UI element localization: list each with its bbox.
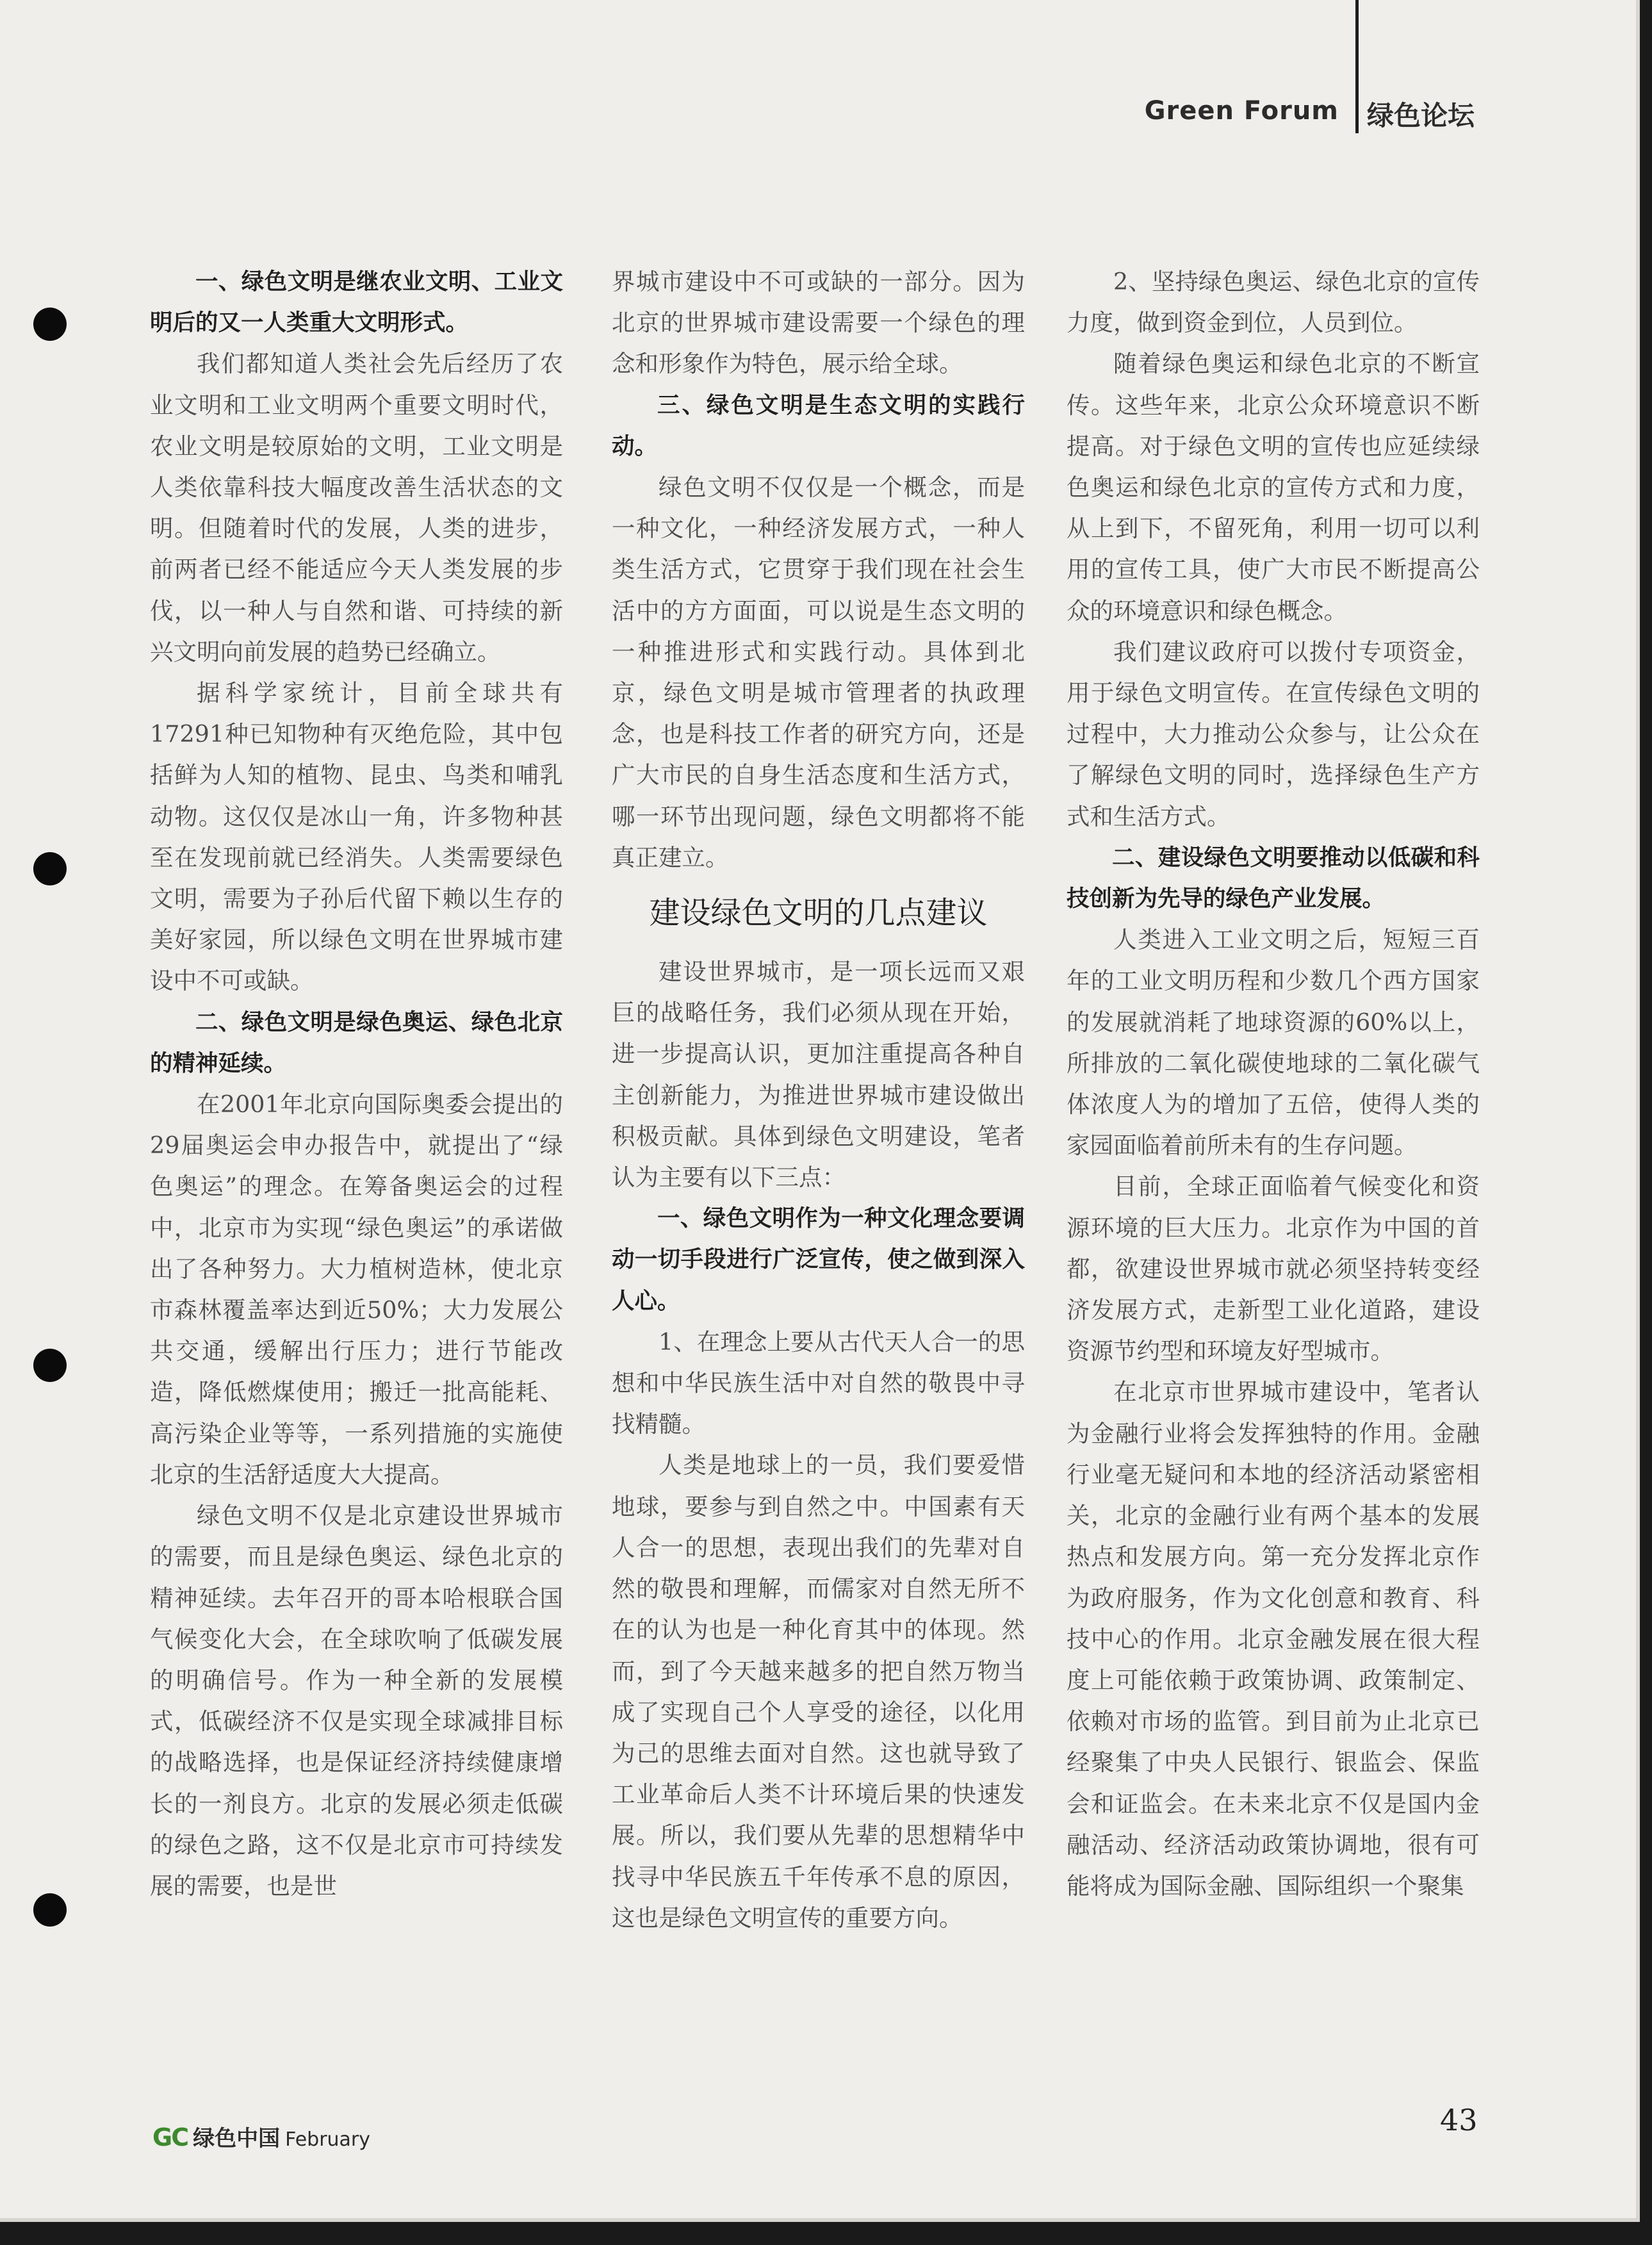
- body-paragraph: 建设世界城市，是一项长远而又艰巨的战略任务，我们必须从现在开始，进一步提高认识，更加注重提高各种自主创新能力，为推进世界城市建设做出积极贡献。具体到绿色文明建设，笔者认为主要有以下三点：: [612, 958, 1025, 1192]
- body-paragraph: 绿色文明不仅仅是一个概念，而是一种文化，一种经济发展方式，一种人类生活方式，它贯穿于我们现在社会生活中的方方面面，可以说是生态文明的一种推进形式和实践行动。具体到北京，绿色文明是城市管理者的执政理念，也是科技工作者的研究方向，还是广大市民的自身生活态度和生活方式，哪一环节出现问题，绿色文明都将不能真正建立。: [612, 473, 1025, 871]
- header-divider: [1355, 0, 1359, 133]
- page-footer: [152, 2121, 370, 2152]
- body-paragraph: 在2001年北京向国际奥委会提出的29届奥运会申办报告中，就提出了“绿色奥运”的理念。在筹备奥运会的过程中，北京市为实现“绿色奥运”的承诺做出了各种努力。大力植树造林，使北京市森林覆盖率达到近50%；大力发展公共交通，缓解出行压力；进行节能改造，降低燃煤使用；搬迁一批高能耗、高污染企业等等，一系列措施的实施使北京的生活舒适度大大提高。: [150, 1090, 563, 1488]
- body-paragraph: 绿色文明不仅是北京建设世界城市的需要，而且是绿色奥运、绿色北京的精神延续。去年召开的哥本哈根联合国气候变化大会，在全球吹响了低碳发展的明确信号。作为一种全新的发展模式，低碳经济不仅是实现全球减排目标的战略选择，也是保证经济持续健康增长的一剂良方。北京的发展必须走低碳的绿色之路，这不仅是北京市可持续发展的需要，也是世: [150, 1502, 563, 1900]
- body-paragraph: 2、坚持绿色奥运、绿色北京的宣传力度，做到资金到位，人员到位。: [1067, 268, 1480, 337]
- body-paragraph: 界城市建设中不可或缺的一部分。因为北京的世界城市建设需要一个绿色的理念和形象作为特色，展示给全球。: [612, 268, 1025, 378]
- subheading: 一、绿色文明作为一种文化理念要调动一切手段进行广泛宣传，使之做到深入人心。: [612, 1205, 1025, 1314]
- body-paragraph: 我们都知道人类社会先后经历了农业文明和工业文明两个重要文明时代，农业文明是较原始的文明，工业文明是人类依靠科技大幅度改善生活状态的文明。但随着时代的发展，人类的进步，前两者已经不能适应今天人类发展的步伐，以一种人与自然和谐、可持续的新兴文明向前发展的趋势已经确立。: [150, 350, 563, 666]
- section-heading: 建设绿色文明的几点建议: [649, 895, 988, 932]
- section-title-en: Green Forum: [1144, 96, 1339, 126]
- magazine-logo: GC: [152, 2123, 188, 2151]
- body-paragraph: 人类是地球上的一员，我们要爱惜地球，要参与到自然之中。中国素有天人合一的思想，表现出我们的先辈对自然的敬畏和理解，而儒家对自然无所不在的认为也是一种化育其中的体现。然而，到了今天越来越多的把自然万物当成了实现自己个人享受的途径，以化用为己的思维去面对自然。这也就导致了工业革命后人类不计环境后果的快速发展。所以，我们要从先辈的思想精华中找寻中华民族五千年传承不息的原因，这也是绿色文明宣传的重要方向。: [612, 1451, 1025, 1932]
- subheading: 二、绿色文明是绿色奥运、绿色北京的精神延续。: [150, 1008, 563, 1076]
- subheading: 一、绿色文明是继农业文明、工业文明后的又一人类重大文明形式。: [150, 268, 563, 336]
- binder-hole: [33, 1349, 67, 1382]
- body-paragraph: 1、在理念上要从古代天人合一的思想和中华民族生活中对自然的敬畏中寻找精髓。: [612, 1328, 1025, 1438]
- magazine-name: 绿色中国: [193, 2126, 281, 2151]
- binder-hole: [33, 1893, 67, 1927]
- text-column-1: [150, 261, 563, 1907]
- page-number: 43: [1440, 2103, 1478, 2137]
- subheading: 二、建设绿色文明要推动以低碳和科技创新为先导的绿色产业发展。: [1067, 844, 1480, 912]
- body-paragraph: 目前，全球正面临着气候变化和资源环境的巨大压力。北京作为中国的首都，欲建设世界城市就必须坚持转变经济发展方式，走新型工业化道路，建设资源节约型和环境友好型城市。: [1067, 1172, 1480, 1365]
- body-paragraph: 我们建议政府可以拨付专项资金，用于绿色文明宣传。在宣传绿色文明的过程中，大力推动公众参与，让公众在了解绿色文明的同时，选择绿色生产方式和生活方式。: [1067, 637, 1480, 830]
- text-column-3: [1067, 261, 1480, 1907]
- body-paragraph: 据科学家统计，目前全球共有17291种已知物种有灭绝危险，其中包括鲜为人知的植物、昆虫、鸟类和哺乳动物。这仅仅是冰山一角，许多物种甚至在发现前就已经消失。人类需要绿色文明，需要为子孙后代留下赖以生存的美好家园，所以绿色文明在世界城市建设中不可或缺。: [150, 679, 563, 995]
- body-paragraph: 随着绿色奥运和绿色北京的不断宣传。这些年来，北京公众环境意识不断提高。对于绿色文明的宣传也应延续绿色奥运和绿色北京的宣传方式和力度，从上到下，不留死角，利用一切可以利用的宣传工具，使广大市民不断提高公众的环境意识和绿色概念。: [1067, 350, 1480, 625]
- body-paragraph: 人类进入工业文明之后，短短三百年的工业文明历程和少数几个西方国家的发展就消耗了地球资源的60%以上，所排放的二氧化碳使地球的二氧化碳气体浓度人为的增加了五倍，使得人类的家园面临着前所未有的生存问题。: [1067, 926, 1480, 1160]
- section-title-zh: 绿色论坛: [1367, 100, 1475, 131]
- binder-hole: [33, 852, 67, 885]
- body-paragraph: 在北京市世界城市建设中，笔者认为金融行业将会发挥独特的作用。金融行业毫无疑问和本地的经济活动紧密相关，北京的金融行业有两个基本的发展热点和发展方向。第一充分发挥北京作为政府服务，作为文化创意和教育、科技中心的作用。北京金融发展在很大程度上可能依赖于政策协调、政策制定、依赖对市场的监管。到目前为止北京已经聚集了中央人民银行、银监会、保监会和证监会。在未来北京不仅是国内金融活动、经济活动政策协调地，很有可能将成为国际金融、国际组织一个聚集: [1067, 1378, 1480, 1900]
- subheading: 三、绿色文明是生态文明的实践行动。: [612, 391, 1025, 459]
- issue-month: February: [285, 2128, 371, 2151]
- binder-hole: [33, 308, 67, 341]
- text-column-2: [612, 261, 1025, 1939]
